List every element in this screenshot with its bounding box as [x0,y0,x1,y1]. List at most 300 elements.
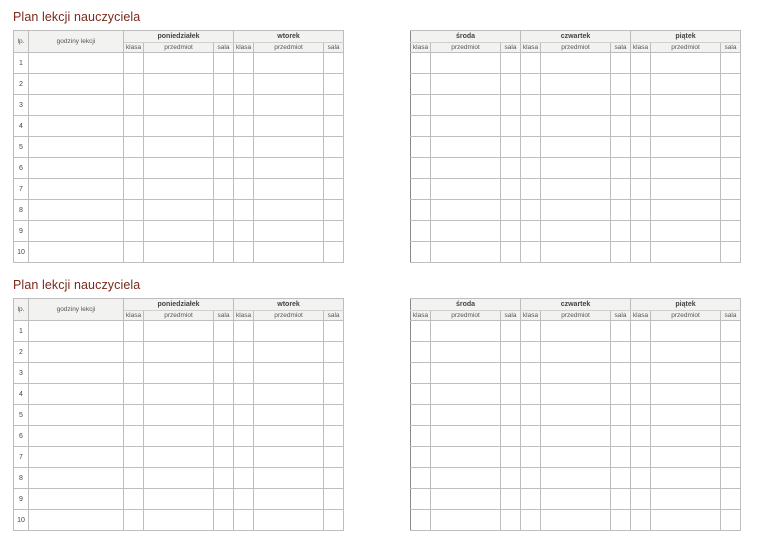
przedmiot-cell[interactable] [431,342,501,363]
sala-cell[interactable] [611,363,631,384]
sala-cell[interactable] [324,179,344,200]
hours-cell[interactable] [29,200,124,221]
przedmiot-cell[interactable] [144,137,214,158]
sala-cell[interactable] [611,116,631,137]
sala-cell[interactable] [214,489,234,510]
przedmiot-cell[interactable] [431,510,501,531]
klasa-cell[interactable] [234,468,254,489]
przedmiot-cell[interactable] [651,200,721,221]
przedmiot-cell[interactable] [254,321,324,342]
przedmiot-cell[interactable] [651,489,721,510]
sala-cell[interactable] [611,221,631,242]
sala-cell[interactable] [214,95,234,116]
przedmiot-cell[interactable] [254,158,324,179]
sala-cell[interactable] [501,384,521,405]
hours-cell[interactable] [29,95,124,116]
sala-cell[interactable] [611,74,631,95]
sala-cell[interactable] [324,447,344,468]
sala-cell[interactable] [721,74,741,95]
klasa-cell[interactable] [234,489,254,510]
przedmiot-cell[interactable] [431,200,501,221]
klasa-cell[interactable] [124,179,144,200]
przedmiot-cell[interactable] [144,116,214,137]
hours-cell[interactable] [29,74,124,95]
przedmiot-cell[interactable] [541,137,611,158]
sala-cell[interactable] [611,200,631,221]
sala-cell[interactable] [501,426,521,447]
klasa-cell[interactable] [631,221,651,242]
sala-cell[interactable] [324,242,344,263]
przedmiot-cell[interactable] [144,510,214,531]
klasa-cell[interactable] [124,158,144,179]
hours-cell[interactable] [29,489,124,510]
przedmiot-cell[interactable] [541,200,611,221]
sala-cell[interactable] [721,321,741,342]
przedmiot-cell[interactable] [541,179,611,200]
sala-cell[interactable] [214,363,234,384]
sala-cell[interactable] [324,74,344,95]
sala-cell[interactable] [501,116,521,137]
przedmiot-cell[interactable] [254,510,324,531]
sala-cell[interactable] [214,53,234,74]
klasa-cell[interactable] [631,384,651,405]
klasa-cell[interactable] [234,384,254,405]
sala-cell[interactable] [501,158,521,179]
sala-cell[interactable] [324,137,344,158]
klasa-cell[interactable] [124,447,144,468]
klasa-cell[interactable] [631,489,651,510]
klasa-cell[interactable] [234,426,254,447]
sala-cell[interactable] [214,321,234,342]
przedmiot-cell[interactable] [254,342,324,363]
przedmiot-cell[interactable] [541,221,611,242]
sala-cell[interactable] [611,489,631,510]
klasa-cell[interactable] [521,447,541,468]
klasa-cell[interactable] [234,179,254,200]
klasa-cell[interactable] [411,510,431,531]
sala-cell[interactable] [611,321,631,342]
hours-cell[interactable] [29,342,124,363]
klasa-cell[interactable] [411,242,431,263]
przedmiot-cell[interactable] [144,53,214,74]
klasa-cell[interactable] [631,321,651,342]
przedmiot-cell[interactable] [651,363,721,384]
przedmiot-cell[interactable] [651,53,721,74]
hours-cell[interactable] [29,405,124,426]
klasa-cell[interactable] [521,426,541,447]
klasa-cell[interactable] [521,95,541,116]
przedmiot-cell[interactable] [254,179,324,200]
sala-cell[interactable] [611,95,631,116]
sala-cell[interactable] [611,510,631,531]
klasa-cell[interactable] [124,342,144,363]
sala-cell[interactable] [501,489,521,510]
sala-cell[interactable] [611,137,631,158]
przedmiot-cell[interactable] [651,510,721,531]
przedmiot-cell[interactable] [144,242,214,263]
przedmiot-cell[interactable] [144,221,214,242]
klasa-cell[interactable] [631,95,651,116]
przedmiot-cell[interactable] [431,137,501,158]
klasa-cell[interactable] [124,95,144,116]
klasa-cell[interactable] [631,468,651,489]
przedmiot-cell[interactable] [431,74,501,95]
przedmiot-cell[interactable] [651,426,721,447]
klasa-cell[interactable] [234,95,254,116]
sala-cell[interactable] [324,426,344,447]
klasa-cell[interactable] [411,489,431,510]
przedmiot-cell[interactable] [541,447,611,468]
klasa-cell[interactable] [521,489,541,510]
sala-cell[interactable] [501,321,521,342]
sala-cell[interactable] [214,405,234,426]
sala-cell[interactable] [721,510,741,531]
sala-cell[interactable] [501,363,521,384]
sala-cell[interactable] [721,116,741,137]
sala-cell[interactable] [721,468,741,489]
klasa-cell[interactable] [631,405,651,426]
klasa-cell[interactable] [411,137,431,158]
przedmiot-cell[interactable] [651,405,721,426]
sala-cell[interactable] [721,158,741,179]
hours-cell[interactable] [29,116,124,137]
klasa-cell[interactable] [631,200,651,221]
przedmiot-cell[interactable] [541,158,611,179]
klasa-cell[interactable] [411,116,431,137]
klasa-cell[interactable] [124,489,144,510]
klasa-cell[interactable] [631,342,651,363]
hours-cell[interactable] [29,384,124,405]
hours-cell[interactable] [29,447,124,468]
sala-cell[interactable] [214,221,234,242]
sala-cell[interactable] [324,321,344,342]
przedmiot-cell[interactable] [651,158,721,179]
klasa-cell[interactable] [411,95,431,116]
sala-cell[interactable] [501,221,521,242]
klasa-cell[interactable] [521,137,541,158]
przedmiot-cell[interactable] [144,447,214,468]
sala-cell[interactable] [214,200,234,221]
przedmiot-cell[interactable] [254,426,324,447]
klasa-cell[interactable] [124,510,144,531]
klasa-cell[interactable] [631,116,651,137]
sala-cell[interactable] [721,221,741,242]
sala-cell[interactable] [324,95,344,116]
sala-cell[interactable] [324,200,344,221]
sala-cell[interactable] [324,221,344,242]
przedmiot-cell[interactable] [651,342,721,363]
sala-cell[interactable] [721,489,741,510]
przedmiot-cell[interactable] [541,468,611,489]
przedmiot-cell[interactable] [144,384,214,405]
klasa-cell[interactable] [631,447,651,468]
klasa-cell[interactable] [124,200,144,221]
sala-cell[interactable] [501,242,521,263]
przedmiot-cell[interactable] [431,116,501,137]
sala-cell[interactable] [324,384,344,405]
klasa-cell[interactable] [521,116,541,137]
klasa-cell[interactable] [234,447,254,468]
przedmiot-cell[interactable] [254,53,324,74]
klasa-cell[interactable] [234,137,254,158]
przedmiot-cell[interactable] [431,405,501,426]
klasa-cell[interactable] [234,510,254,531]
sala-cell[interactable] [611,384,631,405]
hours-cell[interactable] [29,137,124,158]
sala-cell[interactable] [721,200,741,221]
przedmiot-cell[interactable] [651,468,721,489]
klasa-cell[interactable] [521,363,541,384]
sala-cell[interactable] [214,426,234,447]
klasa-cell[interactable] [124,242,144,263]
przedmiot-cell[interactable] [144,489,214,510]
przedmiot-cell[interactable] [254,74,324,95]
sala-cell[interactable] [501,405,521,426]
klasa-cell[interactable] [411,405,431,426]
klasa-cell[interactable] [411,179,431,200]
klasa-cell[interactable] [631,53,651,74]
sala-cell[interactable] [324,53,344,74]
sala-cell[interactable] [324,363,344,384]
przedmiot-cell[interactable] [431,321,501,342]
sala-cell[interactable] [324,468,344,489]
klasa-cell[interactable] [521,468,541,489]
przedmiot-cell[interactable] [431,158,501,179]
sala-cell[interactable] [214,179,234,200]
hours-cell[interactable] [29,510,124,531]
klasa-cell[interactable] [521,242,541,263]
sala-cell[interactable] [611,426,631,447]
sala-cell[interactable] [721,53,741,74]
sala-cell[interactable] [214,342,234,363]
sala-cell[interactable] [611,179,631,200]
klasa-cell[interactable] [234,405,254,426]
hours-cell[interactable] [29,468,124,489]
klasa-cell[interactable] [631,179,651,200]
klasa-cell[interactable] [411,426,431,447]
sala-cell[interactable] [721,384,741,405]
sala-cell[interactable] [324,342,344,363]
przedmiot-cell[interactable] [541,116,611,137]
klasa-cell[interactable] [411,200,431,221]
klasa-cell[interactable] [521,74,541,95]
przedmiot-cell[interactable] [254,242,324,263]
przedmiot-cell[interactable] [431,221,501,242]
sala-cell[interactable] [721,137,741,158]
przedmiot-cell[interactable] [254,200,324,221]
klasa-cell[interactable] [631,74,651,95]
przedmiot-cell[interactable] [541,384,611,405]
klasa-cell[interactable] [234,363,254,384]
przedmiot-cell[interactable] [541,53,611,74]
klasa-cell[interactable] [411,342,431,363]
klasa-cell[interactable] [124,53,144,74]
klasa-cell[interactable] [411,447,431,468]
przedmiot-cell[interactable] [541,489,611,510]
klasa-cell[interactable] [521,510,541,531]
przedmiot-cell[interactable] [144,95,214,116]
sala-cell[interactable] [214,468,234,489]
klasa-cell[interactable] [124,384,144,405]
klasa-cell[interactable] [234,221,254,242]
klasa-cell[interactable] [234,116,254,137]
przedmiot-cell[interactable] [651,384,721,405]
przedmiot-cell[interactable] [651,321,721,342]
przedmiot-cell[interactable] [254,95,324,116]
klasa-cell[interactable] [631,426,651,447]
przedmiot-cell[interactable] [144,405,214,426]
przedmiot-cell[interactable] [651,116,721,137]
przedmiot-cell[interactable] [651,447,721,468]
klasa-cell[interactable] [411,321,431,342]
sala-cell[interactable] [721,342,741,363]
przedmiot-cell[interactable] [254,384,324,405]
przedmiot-cell[interactable] [651,137,721,158]
przedmiot-cell[interactable] [144,363,214,384]
przedmiot-cell[interactable] [541,95,611,116]
klasa-cell[interactable] [234,200,254,221]
przedmiot-cell[interactable] [144,321,214,342]
przedmiot-cell[interactable] [431,447,501,468]
sala-cell[interactable] [501,468,521,489]
klasa-cell[interactable] [411,53,431,74]
klasa-cell[interactable] [631,137,651,158]
klasa-cell[interactable] [411,468,431,489]
klasa-cell[interactable] [124,426,144,447]
sala-cell[interactable] [214,447,234,468]
sala-cell[interactable] [611,342,631,363]
klasa-cell[interactable] [521,321,541,342]
klasa-cell[interactable] [234,321,254,342]
klasa-cell[interactable] [411,363,431,384]
sala-cell[interactable] [611,405,631,426]
przedmiot-cell[interactable] [254,447,324,468]
klasa-cell[interactable] [124,321,144,342]
sala-cell[interactable] [501,200,521,221]
przedmiot-cell[interactable] [431,95,501,116]
sala-cell[interactable] [214,137,234,158]
przedmiot-cell[interactable] [431,468,501,489]
przedmiot-cell[interactable] [651,242,721,263]
sala-cell[interactable] [611,468,631,489]
hours-cell[interactable] [29,221,124,242]
klasa-cell[interactable] [124,363,144,384]
przedmiot-cell[interactable] [254,137,324,158]
sala-cell[interactable] [721,179,741,200]
hours-cell[interactable] [29,321,124,342]
sala-cell[interactable] [501,53,521,74]
przedmiot-cell[interactable] [254,489,324,510]
sala-cell[interactable] [721,405,741,426]
klasa-cell[interactable] [234,158,254,179]
sala-cell[interactable] [214,384,234,405]
przedmiot-cell[interactable] [431,363,501,384]
przedmiot-cell[interactable] [254,468,324,489]
sala-cell[interactable] [214,158,234,179]
klasa-cell[interactable] [124,468,144,489]
hours-cell[interactable] [29,179,124,200]
klasa-cell[interactable] [631,242,651,263]
sala-cell[interactable] [324,489,344,510]
klasa-cell[interactable] [411,74,431,95]
hours-cell[interactable] [29,242,124,263]
hours-cell[interactable] [29,158,124,179]
klasa-cell[interactable] [521,179,541,200]
klasa-cell[interactable] [521,53,541,74]
przedmiot-cell[interactable] [144,426,214,447]
przedmiot-cell[interactable] [431,384,501,405]
klasa-cell[interactable] [521,158,541,179]
przedmiot-cell[interactable] [541,342,611,363]
sala-cell[interactable] [611,53,631,74]
klasa-cell[interactable] [521,221,541,242]
przedmiot-cell[interactable] [541,426,611,447]
sala-cell[interactable] [214,510,234,531]
sala-cell[interactable] [721,95,741,116]
klasa-cell[interactable] [631,363,651,384]
klasa-cell[interactable] [234,53,254,74]
przedmiot-cell[interactable] [144,200,214,221]
sala-cell[interactable] [611,447,631,468]
klasa-cell[interactable] [124,137,144,158]
sala-cell[interactable] [721,426,741,447]
klasa-cell[interactable] [234,74,254,95]
klasa-cell[interactable] [124,221,144,242]
sala-cell[interactable] [501,179,521,200]
sala-cell[interactable] [501,95,521,116]
klasa-cell[interactable] [521,384,541,405]
hours-cell[interactable] [29,426,124,447]
przedmiot-cell[interactable] [254,116,324,137]
klasa-cell[interactable] [124,405,144,426]
przedmiot-cell[interactable] [651,179,721,200]
sala-cell[interactable] [214,74,234,95]
sala-cell[interactable] [501,137,521,158]
klasa-cell[interactable] [234,342,254,363]
klasa-cell[interactable] [411,158,431,179]
przedmiot-cell[interactable] [541,405,611,426]
przedmiot-cell[interactable] [144,468,214,489]
klasa-cell[interactable] [521,405,541,426]
przedmiot-cell[interactable] [144,342,214,363]
hours-cell[interactable] [29,53,124,74]
klasa-cell[interactable] [124,74,144,95]
sala-cell[interactable] [611,158,631,179]
klasa-cell[interactable] [411,384,431,405]
przedmiot-cell[interactable] [431,426,501,447]
przedmiot-cell[interactable] [144,74,214,95]
klasa-cell[interactable] [124,116,144,137]
przedmiot-cell[interactable] [144,179,214,200]
klasa-cell[interactable] [411,221,431,242]
klasa-cell[interactable] [631,158,651,179]
sala-cell[interactable] [501,342,521,363]
sala-cell[interactable] [721,242,741,263]
przedmiot-cell[interactable] [541,74,611,95]
sala-cell[interactable] [501,510,521,531]
przedmiot-cell[interactable] [651,95,721,116]
przedmiot-cell[interactable] [144,158,214,179]
przedmiot-cell[interactable] [431,53,501,74]
przedmiot-cell[interactable] [431,489,501,510]
przedmiot-cell[interactable] [254,221,324,242]
przedmiot-cell[interactable] [431,242,501,263]
sala-cell[interactable] [721,363,741,384]
sala-cell[interactable] [324,510,344,531]
hours-cell[interactable] [29,363,124,384]
przedmiot-cell[interactable] [541,363,611,384]
przedmiot-cell[interactable] [431,179,501,200]
